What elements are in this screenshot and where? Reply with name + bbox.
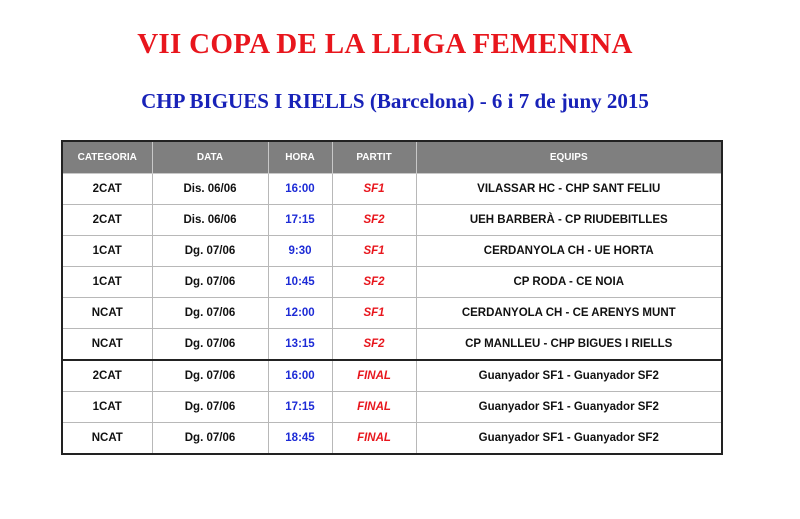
cell-hora: 18:45 — [268, 423, 332, 455]
cell-partit: SF1 — [332, 298, 416, 329]
cell-data: Dg. 07/06 — [152, 267, 268, 298]
cell-data: Dg. 07/06 — [152, 423, 268, 455]
cell-equips: Guanyador SF1 - Guanyador SF2 — [416, 423, 722, 455]
cell-equips: CERDANYOLA CH - UE HORTA — [416, 236, 722, 267]
page-subtitle: CHP BIGUES I RIELLS (Barcelona) - 6 i 7 de juny 2015 — [141, 89, 649, 113]
schedule-table — [61, 140, 723, 455]
cell-partit: SF2 — [332, 267, 416, 298]
cell-hora: 12:00 — [268, 298, 332, 329]
table-row — [62, 174, 722, 205]
table-header-row — [62, 141, 722, 174]
cell-equips: VILASSAR HC - CHP SANT FELIU — [416, 174, 722, 205]
cell-data: Dg. 07/06 — [152, 360, 268, 392]
column-header-partit: PARTIT — [332, 141, 416, 174]
cell-data: Dis. 06/06 — [152, 205, 268, 236]
cell-hora: 13:15 — [268, 329, 332, 361]
cell-categoria: 2CAT — [62, 205, 152, 236]
cell-equips: CP MANLLEU - CHP BIGUES I RIELLS — [416, 329, 722, 361]
table-row — [62, 392, 722, 423]
table-row — [62, 360, 722, 392]
table-row — [62, 267, 722, 298]
cell-categoria: 2CAT — [62, 360, 152, 392]
column-header-equips: EQUIPS — [416, 141, 722, 174]
column-header-data: DATA — [152, 141, 268, 174]
cell-data: Dg. 07/06 — [152, 329, 268, 361]
cell-hora: 10:45 — [268, 267, 332, 298]
cell-partit: FINAL — [332, 360, 416, 392]
cell-data: Dis. 06/06 — [152, 174, 268, 205]
table-row — [62, 236, 722, 267]
cell-categoria: 1CAT — [62, 236, 152, 267]
cell-hora: 16:00 — [268, 174, 332, 205]
cell-hora: 17:15 — [268, 205, 332, 236]
cell-hora: 9:30 — [268, 236, 332, 267]
cell-data: Dg. 07/06 — [152, 236, 268, 267]
cell-hora: 16:00 — [268, 360, 332, 392]
cell-equips: Guanyador SF1 - Guanyador SF2 — [416, 392, 722, 423]
cell-equips: UEH BARBERÀ - CP RIUDEBITLLES — [416, 205, 722, 236]
cell-equips: CP RODA - CE NOIA — [416, 267, 722, 298]
cell-hora: 17:15 — [268, 392, 332, 423]
cell-data: Dg. 07/06 — [152, 298, 268, 329]
cell-categoria: NCAT — [62, 329, 152, 361]
cell-partit: FINAL — [332, 423, 416, 455]
cell-partit: SF2 — [332, 329, 416, 361]
cell-partit: SF1 — [332, 174, 416, 205]
cell-equips: CERDANYOLA CH - CE ARENYS MUNT — [416, 298, 722, 329]
cell-data: Dg. 07/06 — [152, 392, 268, 423]
cell-categoria: 2CAT — [62, 174, 152, 205]
column-header-hora: HORA — [268, 141, 332, 174]
table-row — [62, 329, 722, 361]
cell-partit: FINAL — [332, 392, 416, 423]
cell-categoria: NCAT — [62, 298, 152, 329]
cell-partit: SF1 — [332, 236, 416, 267]
cell-categoria: 1CAT — [62, 267, 152, 298]
cell-categoria: 1CAT — [62, 392, 152, 423]
table-row — [62, 298, 722, 329]
table-row — [62, 423, 722, 455]
table-row — [62, 205, 722, 236]
column-header-categoria: CATEGORIA — [62, 141, 152, 174]
page-title: VII COPA DE LA LLIGA FEMENINA — [137, 28, 633, 60]
cell-partit: SF2 — [332, 205, 416, 236]
cell-categoria: NCAT — [62, 423, 152, 455]
cell-equips: Guanyador SF1 - Guanyador SF2 — [416, 360, 722, 392]
